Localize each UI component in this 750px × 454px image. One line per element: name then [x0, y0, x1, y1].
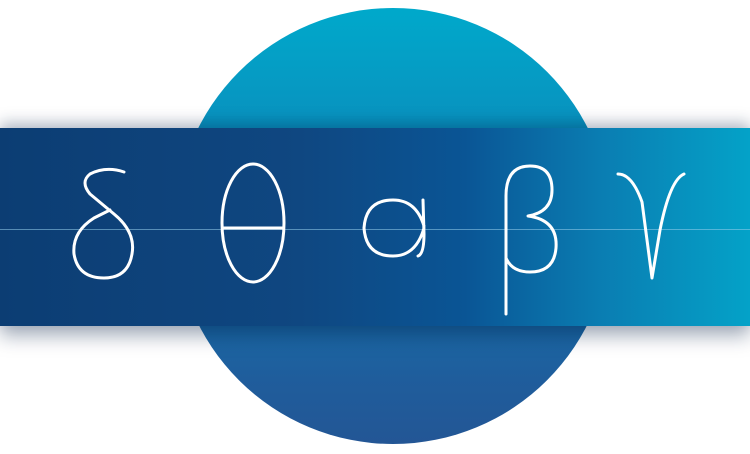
theta-letter	[218, 160, 288, 286]
beta-letter	[498, 160, 562, 316]
gamma-letter	[614, 170, 686, 282]
alpha-letter	[360, 196, 432, 260]
delta-letter	[66, 166, 142, 286]
